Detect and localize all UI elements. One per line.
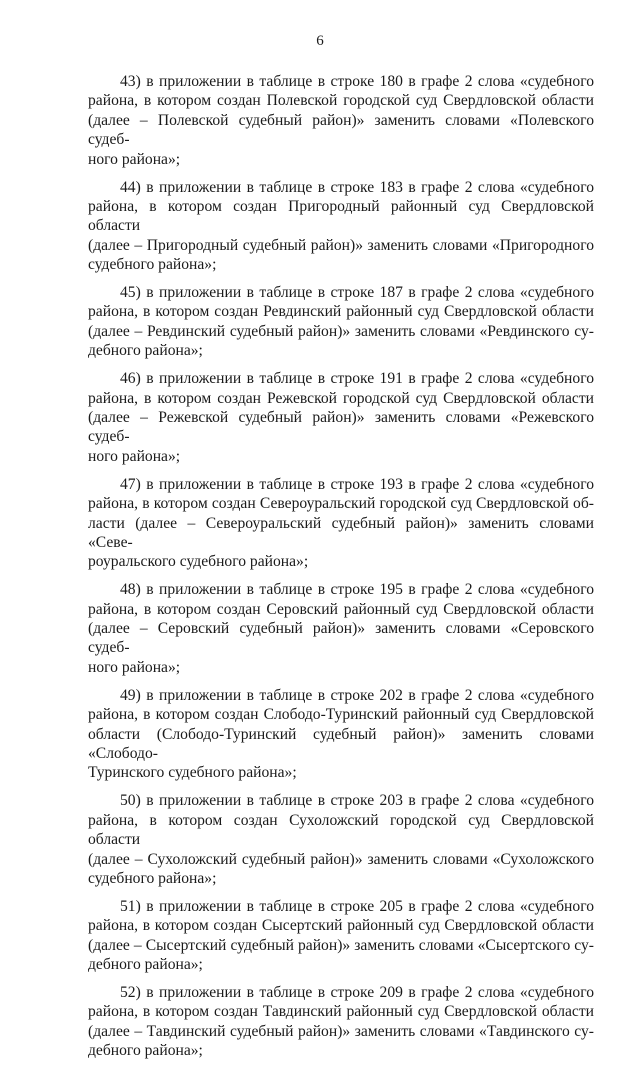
amendment-paragraph [88, 580, 594, 677]
paragraph-line: ного района»; [88, 150, 181, 168]
paragraph-line: (далее – Сухоложский судебный район)» заменить словами «Сухоложского [88, 850, 594, 868]
amendment-paragraph [88, 791, 594, 888]
paragraph-line: судебного района»; [88, 256, 217, 274]
amendment-paragraph [88, 283, 594, 361]
paragraph-line: Туринского судебного района»; [88, 764, 297, 782]
paragraph-line: области (Слободо-Туринский судебный район)» заменить словами «Слободо- [88, 725, 594, 762]
paragraph-line: района, в котором создан Сысертский районный суд Свердловской области [88, 917, 594, 935]
paragraph-line: ного района»; [88, 658, 181, 676]
paragraph-line: дебного района»; [88, 1042, 203, 1060]
paragraph-line: 49) в приложении в таблице в строке 202 в графе 2 слова «судебного [120, 686, 594, 704]
paragraph-line: района, в котором создан Серовский районный суд Свердловской области [88, 600, 594, 618]
paragraph-line: (далее – Пригородный судебный район)» заменить словами «Пригородного [88, 236, 594, 254]
paragraph-line: 43) в приложении в таблице в строке 180 в графе 2 слова «судебного [120, 73, 594, 90]
amendment-paragraph [88, 475, 594, 572]
paragraph-line: 48) в приложении в таблице в строке 195 в графе 2 слова «судебного [120, 581, 594, 599]
paragraph-line: (далее – Ревдинский судебный район)» заменить словами «Ревдинского су- [88, 322, 594, 340]
paragraph-line: ласти (далее – Североуральский судебный район)» заменить словами «Севе- [88, 514, 594, 551]
document-body [88, 72, 594, 1069]
paragraph-line: района, в котором создан Слободо-Туринский районный суд Свердловской [88, 706, 594, 724]
paragraph-line: 50) в приложении в таблице в строке 203 в графе 2 слова «судебного [120, 792, 594, 810]
paragraph-line: (далее – Сысертский судебный район)» заменить словами «Сысертского су- [88, 936, 594, 954]
amendment-paragraph [88, 178, 594, 275]
paragraph-line: 51) в приложении в таблице в строке 205 в графе 2 слова «судебного [120, 897, 594, 915]
paragraph-line: района, в котором создан Североуральский городской суд Свердловской об- [88, 495, 594, 513]
paragraph-line: (далее – Режевской судебный район)» заменить словами «Режевского судеб- [88, 409, 594, 446]
amendment-paragraph [88, 983, 594, 1061]
paragraph-line: района, в котором создан Тавдинский районный суд Свердловской области [88, 1003, 594, 1021]
paragraph-line: 46) в приложении в таблице в строке 191 в графе 2 слова «судебного [120, 370, 594, 388]
paragraph-line: дебного района»; [88, 956, 203, 974]
amendment-paragraph [88, 72, 594, 169]
paragraph-line: (далее – Полевской судебный район)» заменить словами «Полевского судеб- [88, 111, 594, 149]
amendment-paragraph [88, 369, 594, 466]
paragraph-line: района, в котором создан Режевской городской суд Свердловской области [88, 389, 594, 407]
paragraph-line: ного района»; [88, 447, 181, 465]
paragraph-line: судебного района»; [88, 869, 217, 887]
paragraph-line: 44) в приложении в таблице в строке 183 в графе 2 слова «судебного [120, 178, 594, 196]
paragraph-line: 47) в приложении в таблице в строке 193 в графе 2 слова «судебного [120, 475, 594, 493]
paragraph-line: 52) в приложении в таблице в строке 209 в графе 2 слова «судебного [120, 983, 594, 1001]
paragraph-line: района, в котором создан Пригородный районный суд Свердловской области [88, 197, 594, 235]
amendment-paragraph [88, 897, 594, 975]
paragraph-line: роуральского судебного района»; [88, 553, 309, 571]
paragraph-line: (далее – Серовский судебный район)» заменить словами «Серовского судеб- [88, 620, 594, 657]
paragraph-line: (далее – Тавдинский судебный район)» заменить словами «Тавдинского су- [88, 1022, 594, 1040]
paragraph-line: района, в котором создан Полевской городской суд Свердловской области [88, 92, 594, 110]
paragraph-line: 45) в приложении в таблице в строке 187 в графе 2 слова «судебного [120, 284, 594, 302]
paragraph-line: района, в котором создан Сухоложский городской суд Свердловской области [88, 811, 594, 849]
amendment-paragraph [88, 686, 594, 783]
paragraph-line: района, в котором создан Ревдинский районный суд Свердловской области [88, 303, 594, 321]
paragraph-line: дебного района»; [88, 342, 203, 360]
page-number: 6 [316, 33, 324, 49]
